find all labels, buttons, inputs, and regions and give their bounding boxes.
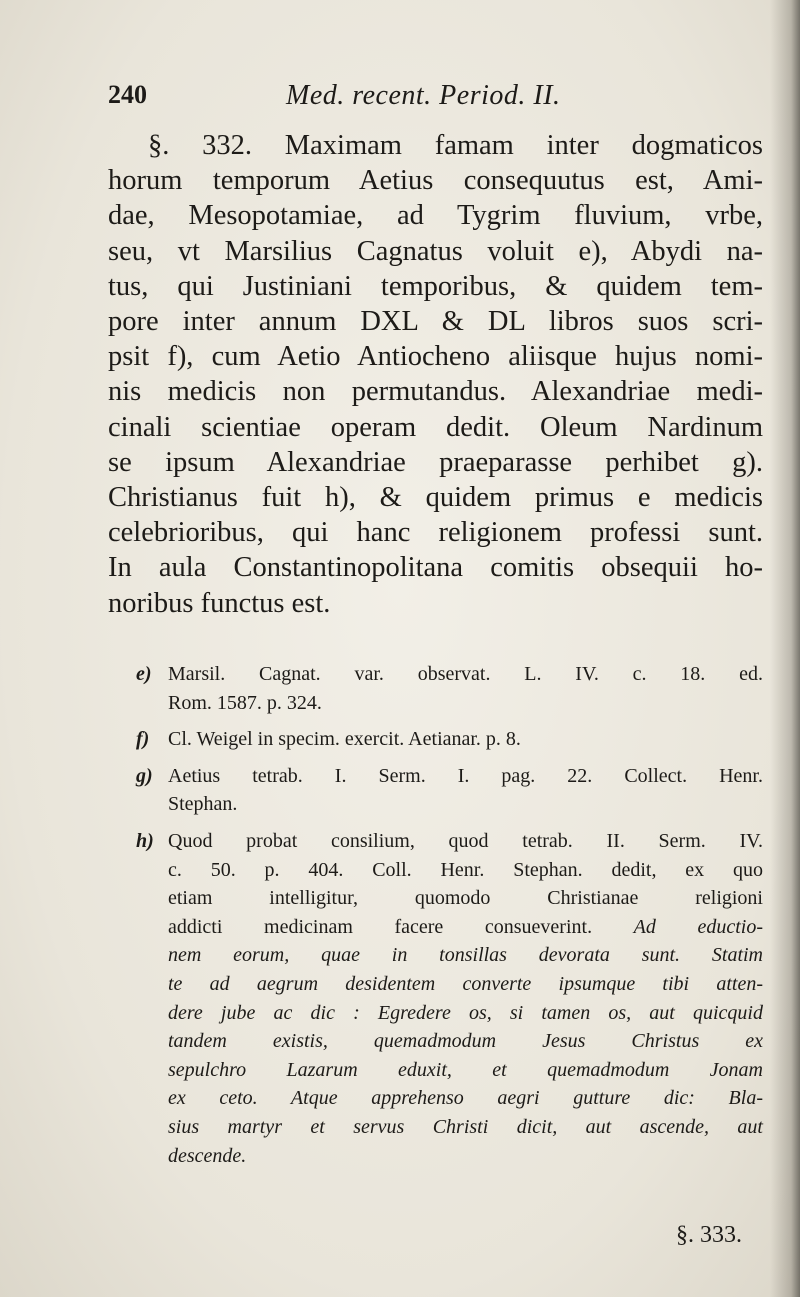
page-number: 240 <box>108 80 147 109</box>
text-line: celebrioribus, qui hanc religionem professi sunt. <box>108 517 763 549</box>
footnote-mark: h) <box>136 829 154 852</box>
text-line: se ipsum Alexandriae praeparasse perhibet g). <box>108 446 763 478</box>
text-line: pore inter annum DXL & DL libros suos scri- <box>108 306 763 338</box>
footnote-f <box>138 725 763 754</box>
text-line: tus, qui Justiniani temporibus, & quidem tem- <box>108 270 763 302</box>
text-line: noribus functus est. <box>108 587 331 619</box>
footnote-line-mixed <box>168 913 763 942</box>
text-line: psit f), cum Aetio Antiocheno aliisque hujus nomi- <box>108 341 763 373</box>
footnote-mark: e) <box>136 663 152 685</box>
text-line: seu, vt Marsilius Cagnatus voluit e), Abydi na- <box>108 235 763 267</box>
footnote-line: c. 50. p. 404. Coll. Henr. Stephan. dedit, ex quo <box>168 858 763 881</box>
running-head <box>108 80 748 114</box>
footnote-line: etiam intelligitur, quomodo Christianae religioni <box>168 887 763 910</box>
footnote-mark: g) <box>136 764 153 787</box>
footnote-italic-segment: Ad eductio- <box>633 915 764 938</box>
text-line: Christianus fuit h), & quidem primus e medicis <box>108 482 763 514</box>
text-line: In aula Constantinopolitana comitis obsequii ho- <box>108 552 763 584</box>
footnote-h <box>138 827 763 1170</box>
text-line: nis medicis non permutandus. Alexandriae medi- <box>108 376 763 408</box>
footnote-italic-line: dere jube ac dic : Egredere os, si tamen os, aut quicquid <box>168 1001 763 1024</box>
footnote-italic-line: te ad aegrum desidentem converte ipsumque tibi atten- <box>168 972 763 995</box>
text-line: §. 332. Maximam famam inter dogmaticos <box>148 130 763 161</box>
footnote-line: Quod probat consilium, quod tetrab. II. Serm. IV. <box>168 829 763 852</box>
footnote-italic-line: ex ceto. Atque apprehenso aegri gutture dic: Bla- <box>168 1087 763 1110</box>
footnote-line: Rom. 1587. p. 324. <box>168 691 322 714</box>
footnote-mark: f) <box>136 728 150 751</box>
text-line: cinali scientiae operam dedit. Oleum Nardinum <box>108 411 763 443</box>
footnote-line: Marsil. Cagnat. var. observat. L. IV. c. 18. ed. <box>168 663 763 685</box>
footnote-line: Cl. Weigel in specim. exercit. Aetianar. p. 8. <box>168 728 521 751</box>
footnote-italic-line: tandem existis, quemadmodum Jesus Christus ex <box>168 1030 763 1053</box>
footnote-line: Stephan. <box>168 793 238 816</box>
footnote-italic-line: nem eorum, quae in tonsillas devorata sunt. Statim <box>168 944 763 967</box>
footnote-line: Aetius tetrab. I. Serm. I. pag. 22. Collect. Henr. <box>168 764 763 787</box>
catchword: §. 333. <box>676 1222 742 1248</box>
footnotes <box>138 660 763 1178</box>
footnote-italic-line: descende. <box>168 1144 247 1167</box>
footnote-segment: addicti medicinam facere consueverint. <box>168 915 593 938</box>
main-paragraph <box>108 128 763 621</box>
footnote-e <box>138 660 763 717</box>
page-edge-shadow <box>770 0 800 1297</box>
text-line: dae, Mesopotamiae, ad Tygrim fluvium, vrbe, <box>108 200 763 232</box>
running-title: Med. recent. Period. II. <box>286 80 561 111</box>
footnote-g <box>138 762 763 819</box>
text-line: horum temporum Aetius consequutus est, Ami- <box>108 165 763 197</box>
footnote-italic-line: sepulchro Lazarum eduxit, et quemadmodum Jonam <box>168 1058 763 1081</box>
footnote-italic-line: sius martyr et servus Christi dicit, aut ascende, aut <box>168 1115 763 1138</box>
